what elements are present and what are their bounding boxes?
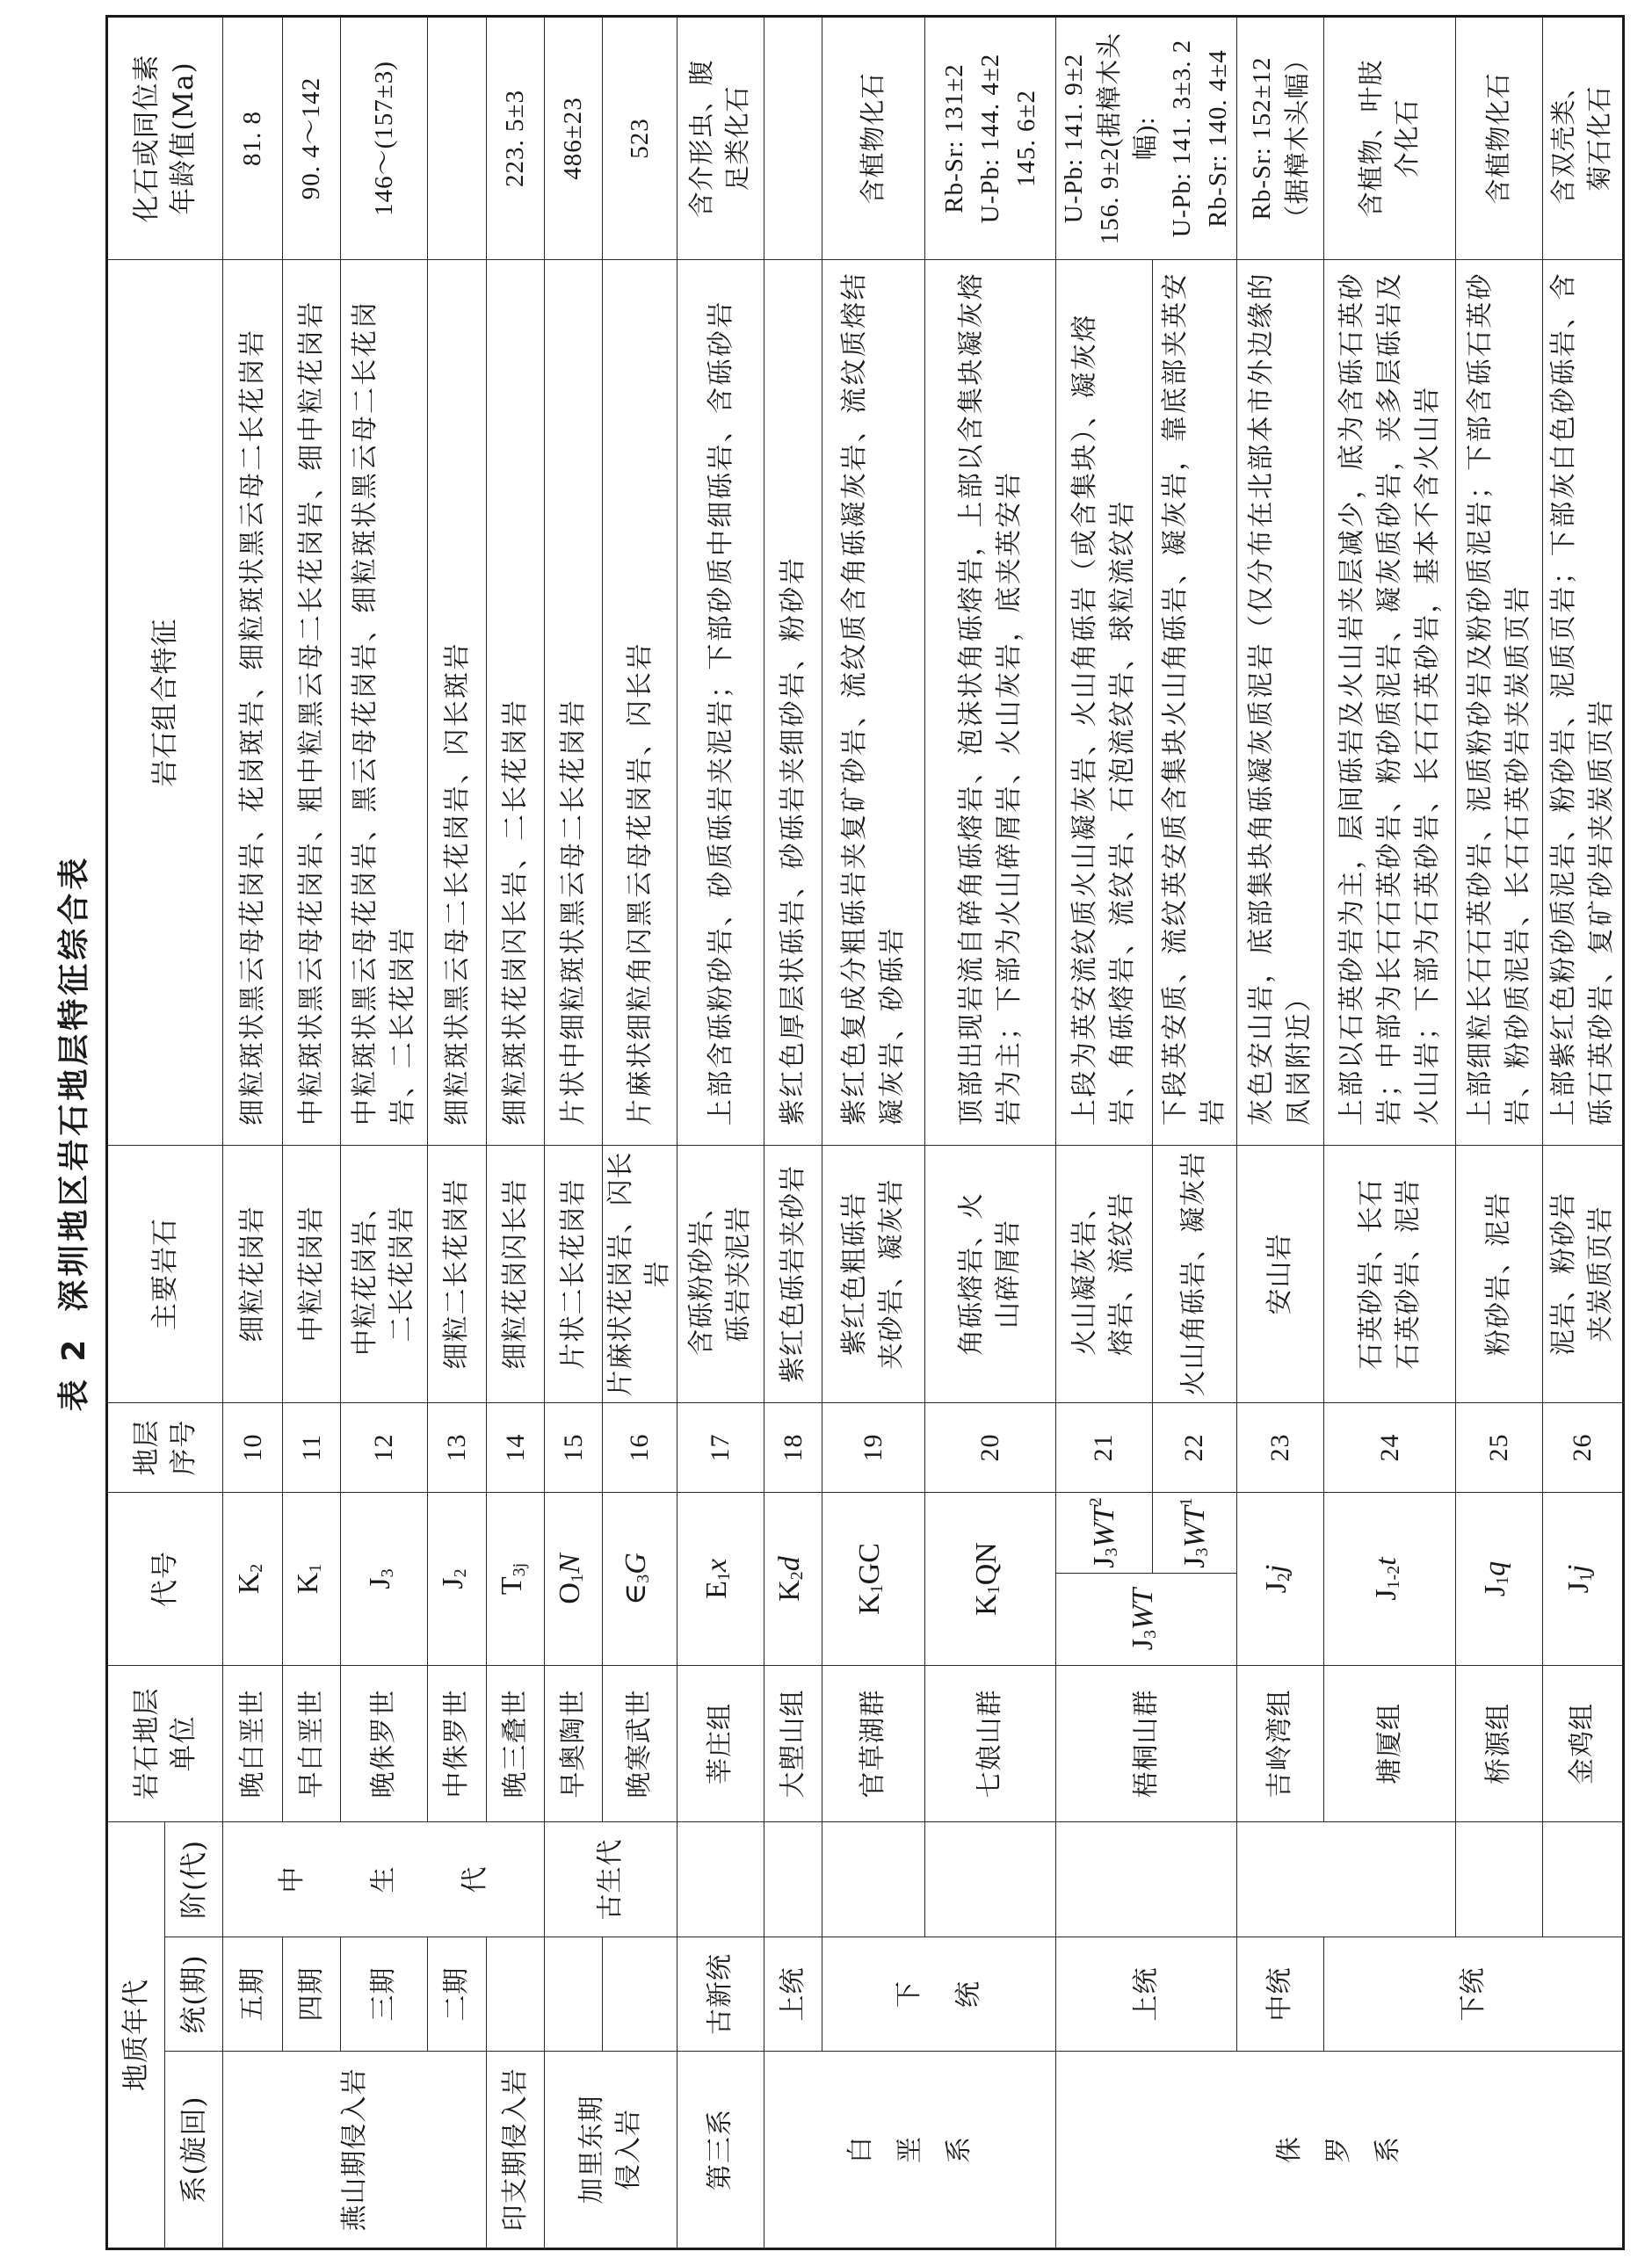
cell-line: 含双壳类、 — [1550, 72, 1578, 205]
cell-line: 细粒花岗闪长岩 — [499, 1178, 531, 1370]
unit-cell: 大塱山组 — [764, 1665, 822, 1821]
fossil-cell — [545, 16, 603, 259]
assemblage-cell: 细粒斑状黑云母花岗岩、花岗斑岩、细粒斑状黑云母二长花岗岩 — [223, 259, 283, 1145]
assemblage-cell: 片麻状细粒角闪黑云母花岗岩、闪长岩 — [603, 259, 677, 1145]
fossil-cell — [341, 16, 428, 259]
table-row — [764, 16, 822, 2248]
stage-cell — [1056, 1821, 1237, 1937]
code-cell — [764, 1492, 822, 1665]
main-rock-cell — [1543, 1145, 1624, 1402]
cell-line: 角砾熔岩、火 — [956, 1191, 987, 1356]
code-tail: x — [700, 1559, 733, 1573]
code-subscript: 3 — [1102, 1547, 1122, 1557]
cell-line: 含植物化石 — [859, 72, 888, 205]
code-base: O — [553, 1582, 586, 1604]
code-base: K — [853, 1593, 886, 1615]
cell-line: 中统 — [1264, 1966, 1295, 2022]
code-cell — [1056, 1492, 1153, 1573]
cell-line: 上统 — [1130, 1966, 1162, 2022]
cell-line: 下统 — [1457, 1966, 1489, 2022]
code-base: J — [1479, 1584, 1511, 1597]
series-cell — [341, 1937, 428, 2052]
code-subscript: 2 — [451, 1568, 470, 1578]
seq-cell: 21 — [1056, 1402, 1153, 1492]
cell-line: U-Pb: 141. 3±3. 2 — [1168, 39, 1196, 238]
header-unit-line: 岩石地层 — [131, 1687, 163, 1800]
cell-line: 系 — [1373, 2136, 1403, 2163]
cell-line: 片状二长花岗岩 — [557, 1178, 589, 1370]
cell-line: 523 — [625, 118, 654, 159]
cell-line: 古新统 — [705, 1953, 735, 2035]
fossil-cell — [428, 16, 487, 259]
code-tail: WT — [1088, 1506, 1121, 1548]
unit-cell: 桥源组 — [1456, 1665, 1543, 1821]
cell-line: 火山凝灰岩、 — [1069, 1191, 1101, 1356]
header-code: 代号 — [107, 1492, 223, 1665]
header-unit — [107, 1665, 223, 1821]
cell-line: 垩 — [894, 2136, 925, 2163]
assemblage-cell: 下段英安质、流纹英安质含集块火山角砾岩、凝灰岩，靠底部夹英安岩 — [1152, 259, 1236, 1145]
system-cell — [677, 2052, 764, 2249]
seq-cell: 11 — [283, 1402, 341, 1492]
assemblage-cell: 上部以石英砂岩为主，层间砾岩及火山岩夹层减少，底为含砾石英砂岩；中部为长石石英砂岩、粉砂质泥岩、凝灰质砂岩，夹多层砾岩及火山岩；下部为石英砂岩、长石石英砂岩，基本不含火山岩 — [1324, 259, 1456, 1145]
header-series: 统(期) — [165, 1937, 223, 2052]
cell-line: 菊石化石 — [1586, 85, 1614, 192]
stage-cell — [925, 1821, 1056, 1937]
code-tail: N — [553, 1553, 586, 1575]
seq-cell: 19 — [822, 1402, 925, 1492]
cell-line: 146～(157±3) — [369, 61, 398, 216]
assemblage-cell: 片状中细粒斑状黑云母二长花岗岩 — [545, 259, 603, 1145]
code-cell — [341, 1492, 428, 1665]
stage-cell — [545, 1821, 677, 1937]
table-number: 表 2 — [56, 1336, 92, 1412]
header-fossil-line: 年龄值(Ma) — [168, 62, 199, 215]
cell-line: 侏 — [1274, 2136, 1305, 2163]
code-cell — [1237, 1492, 1324, 1665]
assemblage-cell: 细粒斑状花岗闪长岩、二长花岗岩 — [487, 259, 545, 1145]
code-cell — [677, 1492, 764, 1665]
cell-line: 侵入岩 — [613, 2109, 644, 2190]
fossil-cell — [283, 16, 341, 259]
unit-cell: 晚白垩世 — [223, 1665, 283, 1821]
assemblage-cell: 上部细粒长石石英砂岩、泥质粉砂岩及粉砂质泥岩；下部含砾石英砂岩、粉砂质泥岩、长石石英砂岩夹炭质页岩 — [1456, 259, 1543, 1145]
cell-line: 含介形虫、腹 — [688, 59, 716, 218]
cell-line: 中粒花岗岩 — [295, 1205, 327, 1343]
main-rock-cell — [1324, 1145, 1456, 1402]
main-rock-cell — [925, 1145, 1056, 1402]
cell-line: 上统 — [777, 1966, 808, 2022]
cell-line: 156. 9±2(据樟木头幅): — [1096, 32, 1160, 245]
code-base: J — [1178, 1556, 1212, 1568]
fossil-cell — [1456, 16, 1543, 259]
assemblage-cell: 细粒斑状黑云母二长花岗岩、闪长斑岩 — [428, 259, 487, 1145]
code-subscript: 1 — [1576, 1573, 1596, 1582]
main-rock-cell — [603, 1145, 677, 1402]
main-rock-cell — [1056, 1145, 1153, 1402]
cell-line: 夹砂岩、凝灰岩 — [876, 1178, 907, 1370]
unit-cell: 早奥陶世 — [545, 1665, 603, 1821]
code-subscript: 2 — [786, 1571, 807, 1581]
cell-line: 中粒花岗岩、 — [350, 1191, 380, 1356]
main-rock-cell — [283, 1145, 341, 1402]
fossil-cell — [1056, 16, 1237, 259]
code-subscript: 1 — [305, 1563, 325, 1573]
code-subscript: 3 — [1192, 1547, 1213, 1557]
cell-line: 石英砂岩、泥岩 — [1392, 1178, 1424, 1370]
main-rock-cell — [822, 1145, 925, 1402]
cell-line: Rb-Sr: 140. 4±4 — [1204, 49, 1232, 228]
cell-line: U-Pb: 144. 4±2 — [975, 53, 1004, 224]
code-base: J — [1088, 1556, 1121, 1568]
code-cell — [1152, 1492, 1236, 1573]
code-subscript: 3j — [509, 1562, 529, 1577]
table-row — [545, 16, 603, 2248]
header-seq-line: 地层 — [131, 1419, 163, 1476]
unit-cell: 吉岭湾组 — [1237, 1665, 1324, 1821]
series-cell — [487, 1937, 545, 2052]
cell-line: 印支期侵入岩 — [499, 2067, 531, 2232]
strata-table — [105, 15, 1625, 2250]
code-cell — [603, 1492, 677, 1665]
header-geo-age: 地质年代 — [107, 1821, 165, 2248]
seq-cell: 15 — [545, 1402, 603, 1492]
code-base: J — [1260, 1582, 1293, 1594]
stage-cell — [223, 1821, 545, 1937]
code-cell — [487, 1492, 545, 1665]
cell-line: 二期 — [441, 1966, 472, 2022]
table-title-text: 深圳地区岩石地层特征综合表 — [56, 854, 92, 1312]
cell-line: Rb-Sr: 131±2 — [939, 63, 968, 214]
seq-cell: 18 — [764, 1402, 822, 1492]
series-cell — [822, 1937, 1056, 2052]
cell-line: 四期 — [295, 1966, 327, 2022]
table-row — [1456, 16, 1543, 2248]
table-row — [677, 16, 764, 2248]
cell-line: 含砾粉砂岩、 — [686, 1191, 717, 1356]
cell-stack — [1272, 2052, 1407, 2248]
cell-line: 粉砂岩、泥岩 — [1483, 1191, 1514, 1356]
cell-stack — [891, 1937, 988, 2051]
code-tail: GC — [853, 1543, 886, 1585]
main-rock-cell — [428, 1145, 487, 1402]
stage-cell — [764, 1821, 822, 1937]
fossil-cell — [223, 16, 283, 259]
cell-line: 罗 — [1323, 2136, 1354, 2163]
seq-cell: 17 — [677, 1402, 764, 1492]
cell-line: 足类化石 — [724, 85, 752, 192]
series-cell — [1324, 1937, 1624, 2052]
fossil-cell — [1237, 16, 1324, 259]
code-tail: j — [1562, 1564, 1595, 1574]
unit-cell: 金鸡组 — [1543, 1665, 1624, 1821]
cell-stack — [274, 1822, 494, 1937]
series-cell — [545, 1937, 603, 2052]
stage-cell — [1237, 1821, 1456, 1937]
seq-cell: 16 — [603, 1402, 677, 1492]
code-tail: WT — [1126, 1588, 1159, 1630]
code-subscript: 1 — [1493, 1575, 1512, 1585]
series-cell — [1237, 1937, 1324, 2052]
main-rock-cell — [487, 1145, 545, 1402]
code-cell — [1456, 1492, 1543, 1665]
unit-cell: 早白垩世 — [283, 1665, 341, 1821]
assemblage-cell: 紫红色厚层状砾岩、砂砾岩夹细砂岩、粉砂岩 — [764, 259, 822, 1145]
code-base: K — [291, 1572, 324, 1595]
cell-line: Rb-Sr: 152±12 — [1248, 56, 1276, 221]
cell-line: 五期 — [236, 1966, 268, 2022]
fossil-cell — [822, 16, 925, 259]
system-cell — [545, 2052, 677, 2249]
cell-line: 中 — [276, 1865, 308, 1893]
series-cell — [603, 1937, 677, 2052]
unit-cell: 中侏罗世 — [428, 1665, 487, 1821]
cell-line: 细粒二长花岗岩 — [441, 1178, 472, 1370]
main-rock-cell — [545, 1145, 603, 1402]
cell-line: 介化石 — [1393, 98, 1422, 178]
code-subscript: 2 — [246, 1563, 266, 1573]
code-group-cell — [1056, 1573, 1237, 1665]
assemblage-cell: 中粒斑状黑云母花岗岩、粗中粒黑云母二长花岗岩、细中粒花岗岩 — [283, 259, 341, 1145]
code-base: J — [437, 1577, 469, 1589]
cell-line: 紫红色粗砾岩 — [839, 1191, 870, 1356]
stage-cell — [677, 1821, 764, 1937]
fossil-cell — [1543, 16, 1624, 259]
header-main-rock: 主要岩石 — [107, 1145, 223, 1402]
main-rock-cell — [1237, 1145, 1324, 1402]
cell-line: 泥岩、粉砂岩 — [1548, 1191, 1579, 1356]
main-rock-cell — [223, 1145, 283, 1402]
code-cell — [428, 1492, 487, 1665]
cell-line: 下 — [893, 1980, 924, 2008]
code-subscript: 1 — [714, 1572, 734, 1582]
code-base: T — [495, 1576, 528, 1596]
cell-line: 90. 4～142 — [297, 76, 325, 200]
table-row — [1237, 16, 1324, 2248]
cell-line: 系 — [943, 2136, 975, 2163]
series-cell — [1056, 1937, 1237, 2052]
main-rock-cell — [341, 1145, 428, 1402]
fossil-cell — [677, 16, 764, 259]
header-fossil-line: 化石或同位素 — [131, 54, 163, 223]
fossil-cell — [925, 16, 1056, 259]
header-assemblage: 岩石组合特征 — [107, 259, 223, 1145]
code-cell — [925, 1492, 1056, 1665]
code-base: K — [772, 1580, 806, 1602]
code-base: J — [1369, 1589, 1402, 1601]
cell-line: 石英砂岩、长石 — [1355, 1178, 1387, 1370]
header-unit-line: 单位 — [168, 1715, 199, 1772]
assemblage-cell: 上部紫红色粉砂质泥岩、粉砂岩、泥质页岩；下部灰白色砂砾岩、含砾石英砂岩、复矿砂岩夹炭质页岩 — [1543, 259, 1624, 1145]
code-subscript: 2 — [1274, 1573, 1293, 1582]
code-base: J — [1126, 1638, 1159, 1651]
seq-cell: 10 — [223, 1402, 283, 1492]
cell-stack — [843, 2052, 978, 2248]
cell-line: 145. 6±2 — [1011, 90, 1040, 187]
cell-line: 夹炭质页岩 — [1585, 1205, 1616, 1343]
assemblage-cell: 顶部出现岩流自碎角砾熔岩、泡沫状角砾熔岩，上部以含集块凝灰熔岩为主；下部为火山碎屑岩、火山灰岩，底夹英安岩 — [925, 259, 1056, 1145]
header-seq — [107, 1402, 223, 1492]
code-tail: j — [1260, 1564, 1293, 1574]
code-cell — [223, 1492, 283, 1665]
main-rock-cell — [1152, 1145, 1236, 1402]
unit-cell: 莘庄组 — [677, 1665, 764, 1821]
cell-line: 燕山期侵入岩 — [338, 2067, 370, 2232]
system-cell — [764, 2052, 1056, 2249]
table-body — [223, 16, 1624, 2248]
cell-line: 古生代 — [595, 1838, 626, 1921]
unit-cell: 官草湖群 — [822, 1665, 925, 1821]
code-subscript: 1 — [567, 1574, 587, 1583]
assemblage-cell: 上段为英安流纹质火山凝灰岩、火山角砾岩（或含集块）、凝灰熔岩、角砾熔岩、流纹岩、石泡流纹岩、球粒流纹岩 — [1056, 259, 1153, 1145]
code-base: ∈ — [620, 1582, 652, 1605]
unit-cell: 七娘山群 — [925, 1665, 1056, 1821]
cell-line: 223. 5±3 — [501, 90, 529, 187]
system-cell — [487, 2052, 545, 2249]
cell-line: 紫红色砾岩夹砂岩 — [777, 1164, 808, 1383]
code-subscript: 3 — [634, 1574, 653, 1583]
unit-cell: 塘厦组 — [1324, 1665, 1456, 1821]
assemblage-cell: 灰色安山岩，底部集块角砾凝灰质泥岩（仅分布在北部本市外边缘的凤岗附近） — [1237, 259, 1324, 1145]
header-seq-line: 序号 — [168, 1419, 199, 1476]
seq-cell: 14 — [487, 1402, 545, 1492]
cell-line: 含植物化石 — [1484, 72, 1513, 205]
assemblage-cell: 上部含砾粉砂岩、砂质砾岩夹泥岩；下部砂质中细砾岩、含砾砂岩 — [677, 259, 764, 1145]
cell-line: 片麻状花岗岩、闪长岩 — [605, 1151, 673, 1397]
code-cell — [822, 1492, 925, 1665]
table-row — [822, 16, 925, 2248]
series-cell — [428, 1937, 487, 2052]
main-rock-cell — [1456, 1145, 1543, 1402]
code-subscript: 3 — [1140, 1629, 1160, 1639]
code-cell — [1324, 1492, 1456, 1665]
cell-line: 81. 8 — [238, 110, 266, 166]
system-cell — [1056, 2052, 1624, 2249]
seq-cell: 22 — [1152, 1402, 1236, 1492]
code-tail: t — [1369, 1557, 1402, 1566]
header-stage: 阶(代) — [165, 1821, 223, 1937]
seq-cell: 12 — [341, 1402, 428, 1492]
code-base: J — [364, 1577, 396, 1589]
fossil-cell — [603, 16, 677, 259]
unit-cell: 晚三叠世 — [487, 1665, 545, 1821]
stage-cell — [1543, 1821, 1624, 1937]
assemblage-cell: 紫红色复成分粗砾岩夹复矿砂岩、流纹质含角砾凝灰岩、流纹质熔结凝灰岩、砂砾岩 — [822, 259, 925, 1145]
cell-line: 486±23 — [559, 97, 587, 180]
cell-line: 代 — [459, 1865, 490, 1893]
system-cell — [223, 2052, 487, 2249]
fossil-cell — [764, 16, 822, 259]
code-cell — [545, 1492, 603, 1665]
table-row — [223, 16, 283, 2248]
series-cell — [677, 1937, 764, 2052]
stage-cell — [1456, 1821, 1543, 1937]
fossil-cell — [1324, 16, 1456, 259]
table-title — [54, 0, 95, 2266]
cell-line: 熔岩、流纹岩 — [1106, 1191, 1138, 1356]
code-subscript: 1-2 — [1383, 1565, 1403, 1589]
cell-line: 三期 — [368, 1966, 399, 2022]
seq-cell: 20 — [925, 1402, 1056, 1492]
cell-line: 含植物、叶肢 — [1357, 59, 1386, 218]
cell-line: （据樟木头幅） — [1284, 46, 1312, 231]
header-system: 系(旋回) — [165, 2052, 223, 2249]
code-subscript: 1 — [867, 1584, 887, 1594]
cell-line: 细粒花岗岩 — [236, 1205, 268, 1343]
cell-line: 山碎屑岩 — [993, 1219, 1024, 1328]
series-cell — [223, 1937, 283, 2052]
table-row — [1056, 16, 1153, 2248]
header-fossil — [107, 16, 223, 259]
code-subscript: 3 — [378, 1568, 397, 1578]
series-cell — [764, 1937, 822, 2052]
code-base: K — [970, 1594, 1003, 1616]
main-rock-cell — [677, 1145, 764, 1402]
code-tail: d — [772, 1556, 806, 1572]
seq-cell: 25 — [1456, 1402, 1543, 1492]
unit-cell: 晚寒武世 — [603, 1665, 677, 1821]
code-tail: WT — [1178, 1506, 1212, 1548]
code-tail: q — [1479, 1560, 1511, 1576]
cell-line: 二长花岗岩 — [387, 1205, 417, 1343]
seq-cell: 13 — [428, 1402, 487, 1492]
seq-cell: 24 — [1324, 1402, 1456, 1492]
code-cell — [283, 1492, 341, 1665]
cell-line: 火山角砾岩、凝灰岩 — [1178, 1151, 1210, 1397]
main-rock-cell — [764, 1145, 822, 1402]
unit-cell: 梧桐山群 — [1056, 1665, 1237, 1821]
cell-line: 统 — [953, 1980, 984, 2008]
code-base: K — [232, 1572, 265, 1595]
code-base: J — [1562, 1582, 1595, 1594]
code-tail: QN — [970, 1542, 1003, 1586]
series-cell — [283, 1937, 341, 2052]
table-row — [1543, 16, 1624, 2248]
cell-line: 白 — [844, 2136, 876, 2163]
code-tail: G — [620, 1553, 652, 1575]
code-base: E — [700, 1581, 733, 1599]
code-superscript: 2 — [1086, 1497, 1106, 1507]
seq-cell: 26 — [1543, 1402, 1624, 1492]
code-subscript: 1 — [984, 1585, 1004, 1595]
assemblage-cell: 中粒斑状黑云母花岗岩、黑云母花岗岩、细粒斑状黑云母二长花岗岩、二长花岗岩 — [341, 259, 428, 1145]
cell-line: 砾岩夹泥岩 — [723, 1205, 754, 1343]
cell-line: 加里东期 — [576, 2095, 607, 2204]
cell-line: 安山岩 — [1264, 1233, 1295, 1315]
cell-line: U-Pb: 141. 9±2 — [1060, 53, 1088, 224]
fossil-cell — [487, 16, 545, 259]
code-cell — [1543, 1492, 1624, 1665]
cell-line: 生 — [367, 1865, 399, 1893]
unit-cell: 晚侏罗世 — [341, 1665, 428, 1821]
table-row — [925, 16, 1056, 2248]
stage-cell — [822, 1821, 925, 1937]
cell-line: 第三系 — [705, 2109, 735, 2190]
seq-cell: 23 — [1237, 1402, 1324, 1492]
code-superscript: 1 — [1177, 1497, 1197, 1507]
